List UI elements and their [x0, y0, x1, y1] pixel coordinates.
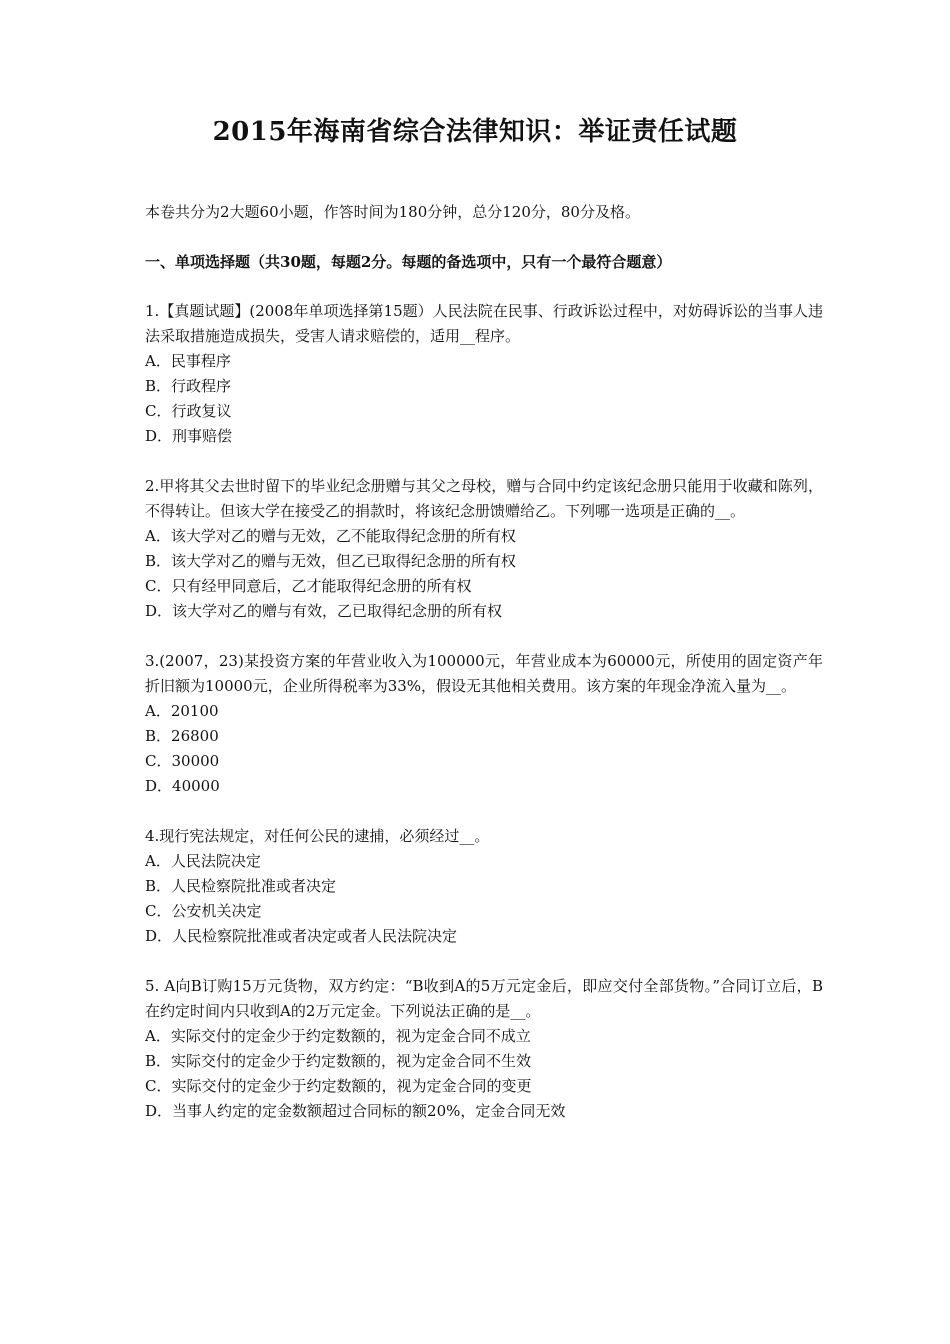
option-a: A．20100: [145, 702, 219, 720]
question-stem: 3.(2007，23)某投资方案的年营业收入为100000元，年营业成本为60000元，所使用的固定资产年折旧额为10000元，企业所得税率为33%，假设无其他相关费用。该方案的年现金净流入量为__。: [145, 652, 823, 695]
option-c: C．30000: [145, 752, 220, 770]
question-list: [145, 299, 823, 1149]
question-stem: 4.现行宪法规定，对任何公民的逮捕，必须经过__。: [145, 827, 490, 845]
question-1: [145, 299, 823, 449]
question-stem: 5. A向B订购15万元货物，双方约定：“B收到A的5万元定金后，即应交付全部货物。”合同订立后，B在约定时间内只收到A的2万元定金。下列说法正确的是__。: [145, 977, 823, 1020]
document-title: 2015年海南省综合法律知识：举证责任试题: [212, 117, 738, 147]
question-stem: 2.甲将其父去世时留下的毕业纪念册赠与其父之母校，赠与合同中约定该纪念册只能用于收藏和陈列，不得转让。但该大学在接受乙的捐款时，将该纪念册馈赠给乙。下列哪一选项是正确的__。: [145, 477, 823, 520]
exam-intro: 本卷共分为2大题60小题，作答时间为180分钟，总分120分，80分及格。: [145, 203, 640, 221]
question-5: [145, 974, 823, 1124]
option-a: A．该大学对乙的赠与无效，乙不能取得纪念册的所有权: [145, 527, 516, 545]
question-4: [145, 824, 823, 949]
option-d: D．刑事赔偿: [145, 427, 233, 445]
option-b: B．26800: [145, 727, 219, 745]
option-list: [145, 849, 823, 949]
option-d: D．当事人约定的定金数额超过合同标的额20%，定金合同无效: [145, 1102, 566, 1120]
option-list: [145, 524, 823, 624]
question-stem: 1.【真题试题】(2008年单项选择第15题）人民法院在民事、行政诉讼过程中，对妨碍诉讼的当事人违法采取措施造成损失，受害人请求赔偿的，适用__程序。: [145, 302, 823, 345]
option-c: C．实际交付的定金少于约定数额的，视为定金合同的变更: [145, 1077, 532, 1095]
option-a: A．实际交付的定金少于约定数额的，视为定金合同不成立: [145, 1027, 531, 1045]
question-2: [145, 474, 823, 624]
option-b: B．行政程序: [145, 377, 232, 395]
option-list: [145, 699, 823, 799]
option-list: [145, 349, 823, 449]
option-b: B．实际交付的定金少于约定数额的，视为定金合同不生效: [145, 1052, 532, 1070]
option-a: A．人民法院决定: [145, 852, 261, 870]
option-a: A．民事程序: [145, 352, 231, 370]
option-b: B．人民检察院批准或者决定: [145, 877, 337, 895]
option-d: D．该大学对乙的赠与有效，乙已取得纪念册的所有权: [145, 602, 503, 620]
option-c: C．行政复议: [145, 402, 232, 420]
option-c: C．只有经甲同意后，乙才能取得纪念册的所有权: [145, 577, 472, 595]
section-heading: 一、单项选择题（共30题，每题2分。每题的备选项中，只有一个最符合题意）: [145, 253, 672, 271]
option-b: B．该大学对乙的赠与无效，但乙已取得纪念册的所有权: [145, 552, 517, 570]
question-3: [145, 649, 823, 799]
option-d: D．人民检察院批准或者决定或者人民法院决定: [145, 927, 458, 945]
option-c: C．公安机关决定: [145, 902, 262, 920]
option-list: [145, 1024, 823, 1124]
option-d: D．40000: [145, 777, 220, 795]
